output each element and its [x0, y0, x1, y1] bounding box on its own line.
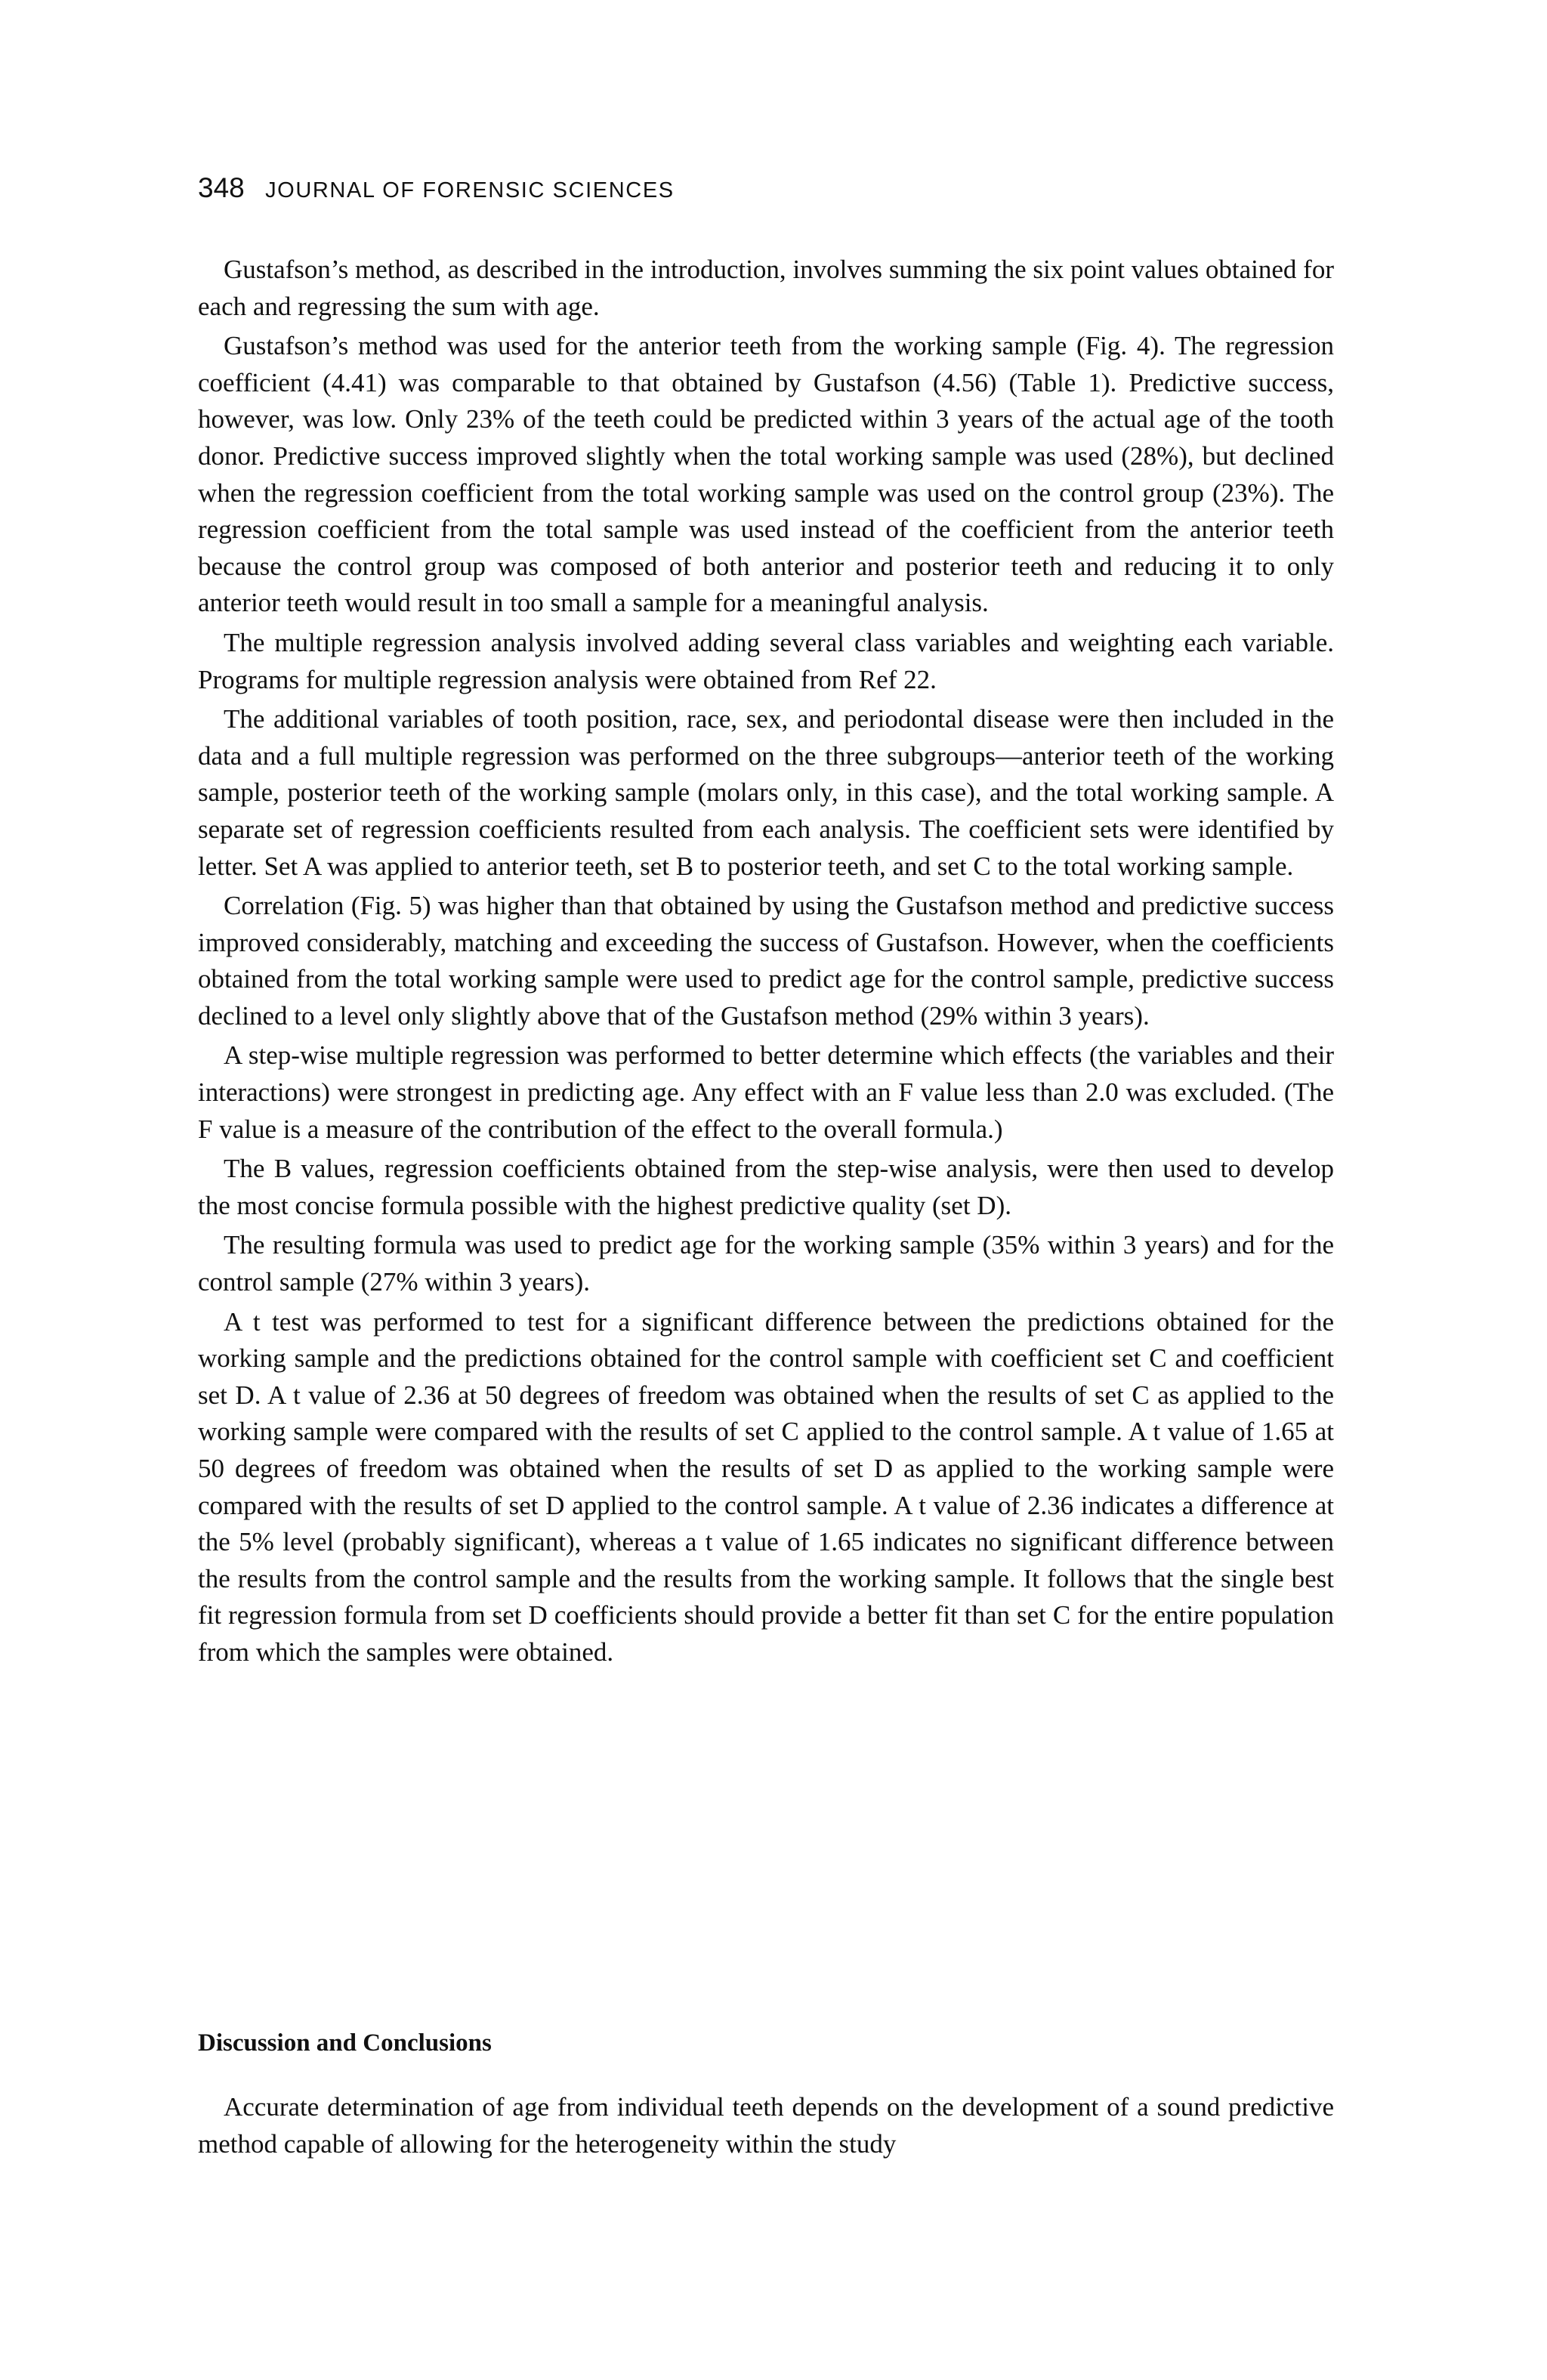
- discussion-body: [198, 2089, 1334, 2165]
- paragraph-discussion: Accurate determination of age from individual teeth depends on the development of a sound predictive method capable of allowing for the heterogeneity within the study: [198, 2092, 1334, 2159]
- results-body: [198, 252, 1334, 1674]
- paragraph-stepwise: A step-wise multiple regression was performed to better determine which effects (the variables and their interactions) were strongest in predicting age. Any effect with an F value less than 2.0 was excluded. (The F value is a measure of the contribution of the effect to the overall formula.): [198, 1040, 1334, 1144]
- paragraph-t-test: A t test was performed to test for a significant difference between the predictions obtained for the working sample and the predictions obtained for the control sample with coefficient set C and coefficient set D. A t value of 2.36 at 50 degrees of freedom was obtained when the results of set C as applied to the working sample were compared with the results of set C applied to the control sample. A t value of 1.65 at 50 degrees of freedom was obtained when the results of set D as applied to the working sample were compared with the results of set D applied to the control sample. A t value of 2.36 indicates a difference at the 5% level (probably significant), whereas a t value of 1.65 indicates no significant difference between the results from the control sample and the results from the working sample. It follows that the single best fit regression formula from set D coefficients should provide a better fit than set C for the entire population from which the samples were obtained.: [198, 1306, 1334, 1667]
- paragraph-multiple-regression: The multiple regression analysis involved adding several class variables and weighting each variable. Programs for multiple regression analysis were obtained from Ref 22.: [198, 627, 1334, 694]
- paragraph-additional-variables: The additional variables of tooth position, race, sex, and periodontal disease were then included in the data and a full multiple regression was performed on the three subgroups—anterior teeth of the working sample, posterior teeth of the working sample (molars only, in this case), and the total working sample. A separate set of regression coefficients resulted from each analysis. The coefficient sets were identified by letter. Set A was applied to anterior teeth, set B to posterior teeth, and set C to the total working sample.: [198, 704, 1334, 881]
- paragraph-correlation: Correlation (Fig. 5) was higher than that obtained by using the Gustafson method and predictive success improved considerably, matching and exceeding the success of Gustafson. However, when the coefficients obtained from the total working sample were used to predict age for the control sample, predictive success declined to a level only slightly above that of the Gustafson method (29% within 3 years).: [198, 891, 1334, 1031]
- paragraph-gustafson-results: Gustafson’s method was used for the anterior teeth from the working sample (Fig. 4). The regression coefficient (4.41) was comparable to that obtained by Gustafson (4.56) (Table 1). Predictive success, however, was low. Only 23% of the teeth could be predicted within 3 years of the actual age of the tooth donor. Predictive success improved slightly when the total working sample was used (28%), but declined when the regression coefficient from the total working sample was used on the control group (23%). The regression coefficient from the total sample was used instead of the coefficient from the anterior teeth because the control group was composed of both anterior and posterior teeth and reducing it to only anterior teeth would result in too small a sample for a meaningful analysis.: [198, 331, 1334, 618]
- paragraph-b-values: The B values, regression coefficients obtained from the step-wise analysis, were then used to develop the most concise formula possible with the highest predictive quality (set D).: [198, 1154, 1334, 1220]
- section-heading-discussion: Discussion and Conclusions: [198, 2029, 492, 2057]
- journal-name: JOURNAL OF FORENSIC SCIENCES: [265, 178, 675, 202]
- paragraph-gustafson-intro: Gustafson’s method, as described in the introduction, involves summing the six point values obtained for each and regressing the sum with age.: [198, 255, 1334, 321]
- page-number: 348: [198, 172, 245, 203]
- running-head: [198, 172, 675, 204]
- paragraph-resulting-formula: The resulting formula was used to predict age for the working sample (35% within 3 years) and for the control sample (27% within 3 years).: [198, 1230, 1334, 1297]
